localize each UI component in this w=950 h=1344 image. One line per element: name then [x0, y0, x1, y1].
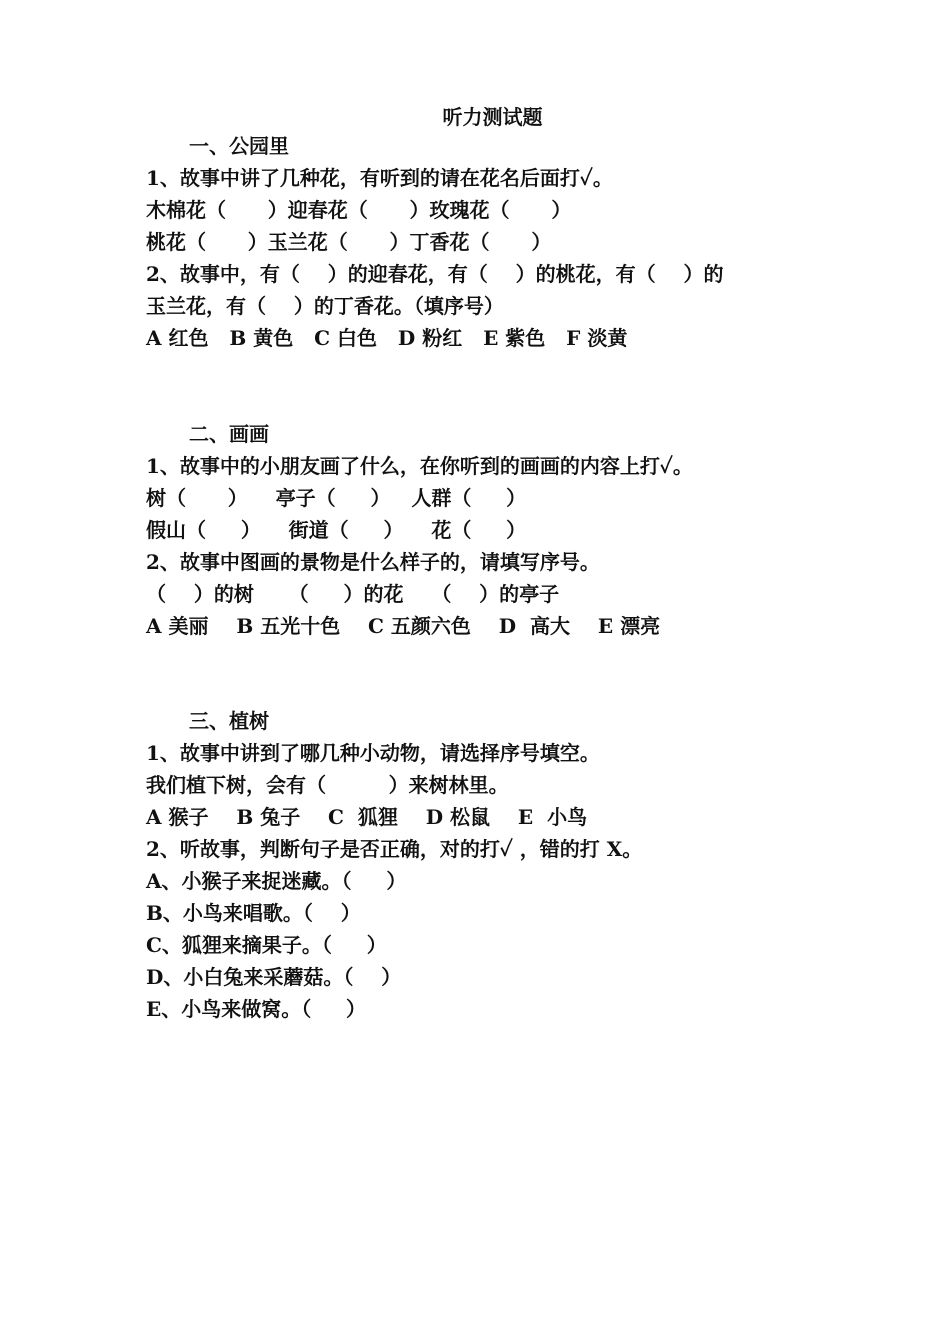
section2-question1: 1、故事中的小朋友画了什么，在你听到的画画的内容上打✓。	[146, 454, 693, 478]
section2-items-row2: 假山（ ） 街道（ ） 花（ ）	[146, 518, 527, 542]
section1-question2-line1: 2、故事中，有（ ）的迎春花，有（ ）的桃花，有（ ）的	[146, 262, 724, 286]
judgement-item: A、小猴子来捉迷藏。（ ）	[146, 869, 407, 893]
section1-question1: 1、故事中讲了几种花，有听到的请在花名后面打✓。	[146, 166, 613, 190]
section3-question1: 1、故事中讲到了哪几种小动物，请选择序号填空。	[146, 741, 600, 765]
section2-items-row1: 树（ ） 亭子（ ） 人群（ ）	[146, 486, 527, 510]
section1-question2-line2: 玉兰花，有（ ）的丁香花。（填序号）	[146, 294, 504, 318]
judgement-item: E、小鸟来做窝。（ ）	[146, 997, 367, 1021]
judgement-item: C、狐狸来摘果子。（ ）	[146, 933, 387, 957]
section1-flowers-row1: 木棉花（ ）迎春花（ ）玫瑰花（ ）	[146, 198, 572, 222]
judgement-item: D、小白兔来采蘑菇。（ ）	[146, 965, 402, 989]
judgement-item: B、小鸟来唱歌。（ ）	[146, 901, 361, 925]
section3-heading: 三、植树	[189, 709, 269, 733]
section2-heading: 二、画画	[189, 422, 269, 446]
section3-options: A 猴子 B 兔子 C 狐狸 D 松鼠 E 小鸟	[146, 805, 588, 829]
section2-options: A 美丽 B 五光十色 C 五颜六色 D 高大 E 漂亮	[146, 614, 661, 638]
section1-flowers-row2: 桃花（ ）玉兰花（ ）丁香花（ ）	[146, 230, 552, 254]
section2-question2: 2、故事中图画的景物是什么样子的，请填写序号。	[146, 550, 600, 574]
page-title: 听力测试题	[442, 105, 543, 129]
section1-options: A 红色 B 黄色 C 白色 D 粉红 E 紫色 F 淡黄	[146, 326, 628, 350]
section1-heading: 一、公园里	[189, 134, 289, 158]
section3-question2: 2、听故事，判断句子是否正确，对的打✓ ，错的打 X。	[146, 837, 643, 861]
section3-fill-sentence: 我们植下树，会有（ ）来树林里。	[146, 773, 509, 797]
section2-blanks: （ ）的树 （ ）的花 （ ）的亭子	[146, 582, 560, 606]
